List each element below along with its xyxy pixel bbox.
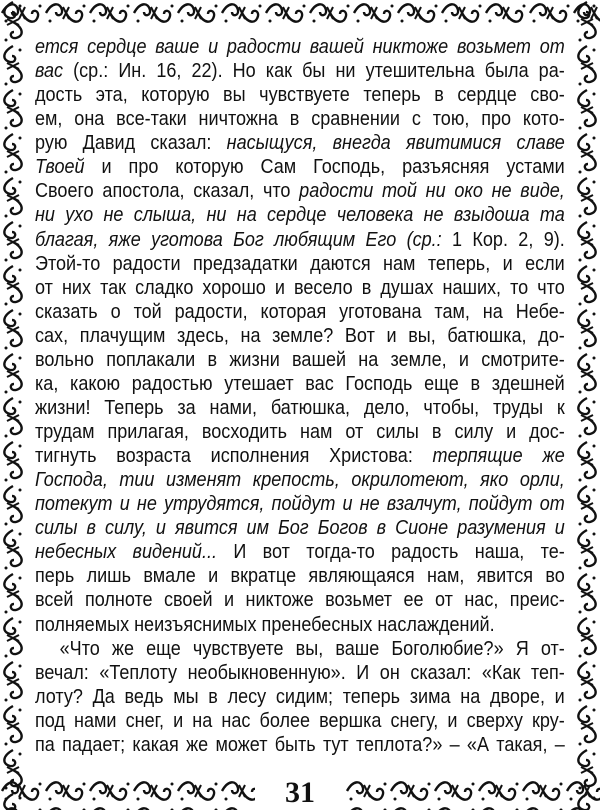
text-segment: жизни! Теперь за нами, батюшка, дело, чтобы, труды к	[35, 395, 565, 419]
text-segment: «Что же еще чувствуете вы, ваше Боголюбие?» Я от-	[59, 636, 565, 660]
text-segment: (ср.: Ин. 16, 22). Но как бы ни утешительна была ра-	[63, 59, 565, 83]
text-segment: 1 Кор. 2, 9).	[441, 227, 565, 251]
ornamental-border-bottom-right	[345, 778, 600, 810]
text-line	[35, 733, 565, 757]
text-line	[35, 228, 565, 252]
text-line	[35, 203, 565, 227]
text-segment: сах, плачущим здесь, на земле? Вот и вы, батюшка, до-	[35, 323, 565, 347]
text-line	[35, 252, 565, 276]
italic-quote-segment: Господа, тии изменят крепость, окрилотеют, яко орли,	[35, 468, 565, 492]
text-segment: вольно поплакали в жизни вашей на земле, и смотрите-	[35, 347, 565, 371]
text-line	[35, 613, 565, 637]
italic-quote-segment: насыщуся, внегда явитимися славе	[226, 131, 565, 155]
italic-quote-segment: потекут и не утрудятся, пойдут и не взалчут, пойдут от	[35, 492, 565, 516]
text-segment: трудам прилагая, восходить нам от силы в силу и дос-	[35, 420, 565, 443]
text-segment: под нами снег, и на нас более вершка снегу, и сверху кру-	[35, 708, 565, 732]
ornamental-border-right	[574, 0, 600, 810]
text-line	[35, 444, 565, 468]
text-line	[35, 468, 565, 492]
text-line	[35, 588, 565, 612]
ornamental-border-bottom-left	[0, 778, 255, 810]
text-line	[35, 420, 565, 444]
text-segment: па падает; какая же может быть тут теплота?» – «А такая, –	[35, 732, 565, 756]
italic-quote-segment: терпящие же	[432, 444, 565, 468]
text-line	[35, 516, 565, 540]
text-segment: сказать о той радости, которая уготована там, на Небе-	[35, 299, 565, 323]
text-line	[35, 35, 565, 59]
ornamental-border-left	[0, 0, 26, 810]
text-segment: ка, какою радостью утешает вас Господь еще в здешней	[35, 371, 565, 395]
text-line	[35, 276, 565, 300]
text-segment: Этой-то радости предзадатки даются нам теперь, и если	[35, 251, 565, 275]
text-line	[35, 324, 565, 348]
text-segment: дость эта, которую вы чувствуете теперь в сердце сво-	[35, 83, 565, 107]
text-line	[35, 661, 565, 685]
text-segment: лоту? Да ведь мы в лесу сидим; теперь зима на дворе, и	[35, 684, 565, 708]
italic-quote-segment: Твоей	[35, 155, 85, 179]
text-segment: всей полноте своей и никтоже возьмет ее от нас, преис-	[35, 588, 565, 612]
text-segment: тигнуть возраста исполнения Христова:	[35, 444, 433, 468]
text-line	[35, 540, 565, 564]
text-line	[35, 179, 565, 203]
text-line	[35, 709, 565, 733]
italic-quote-segment: благая, яже уготова Бог любящим Его (ср.:	[35, 227, 442, 251]
italic-quote-segment: силы в силу, и явится им Бог Богов в Сионе разумения и	[35, 516, 565, 540]
text-segment: от них так сладко хорошо и весело в душах наших, то что	[35, 275, 565, 299]
text-segment: полняемых неизъяснимых пренебесных наслаждений.	[35, 612, 495, 636]
italic-quote-segment: вас	[35, 59, 64, 83]
text-line	[35, 131, 565, 155]
text-line	[35, 155, 565, 179]
italic-quote-segment: ни ухо не слыша, ни на сердце человека не взыдоша та	[35, 203, 565, 227]
text-line	[35, 300, 565, 324]
page-number: 31	[285, 776, 315, 809]
text-line	[35, 685, 565, 709]
text-segment: И вот тогда-то радость наша, те-	[217, 540, 565, 564]
text-line	[35, 372, 565, 396]
text-segment: вечал: «Теплоту необыкновенную». И он сказал: «Как теп-	[35, 660, 565, 684]
text-line	[35, 83, 565, 107]
italic-quote-segment: радости той ни око не виде,	[299, 179, 565, 203]
text-line	[35, 564, 565, 588]
text-line	[35, 396, 565, 420]
text-line	[35, 637, 565, 661]
italic-quote-segment: ется сердце ваше и радости вашей никтоже возьмет от	[35, 35, 565, 58]
text-segment: и про которую Сам Господь, разъясняя устами	[84, 155, 565, 179]
text-line	[35, 107, 565, 131]
text-segment: рую Давид сказал:	[35, 131, 227, 155]
text-segment: перь лишь вмале и вкратце являющаяся нам, явится во	[35, 564, 565, 588]
text-segment: Своего апостола, сказал, что	[35, 179, 300, 203]
ornamental-border-top	[0, 0, 600, 26]
italic-quote-segment: небесных видений...	[35, 540, 218, 564]
body-text	[35, 35, 565, 757]
text-line	[35, 348, 565, 372]
text-line	[35, 492, 565, 516]
text-segment: ем, она все-таки ничтожна в сравнении с тою, про кото-	[35, 107, 565, 131]
text-line	[35, 59, 565, 83]
